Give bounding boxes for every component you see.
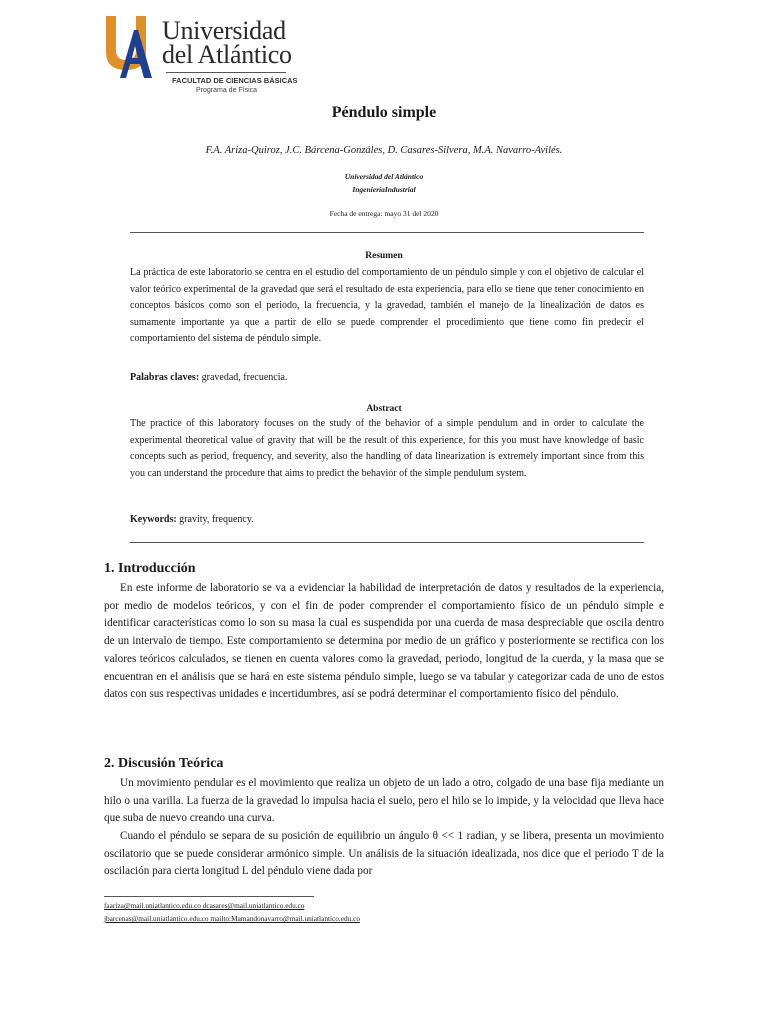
- keywords-label: Palabras claves:: [130, 372, 200, 383]
- university-logo: [104, 14, 298, 94]
- ua-logo-icon: [104, 14, 160, 80]
- discusion-text-1: Un movimiento pendular es el movimiento que realiza un objeto de un lado a otro, colgado de una base fija mediante un hilo o una varilla. La fuerza de la gravedad lo impulsa hacia el suelo, pero el hilo se lo impide, y la velocidad que lleva hace que suba de nuevo creando una curva.: [104, 777, 664, 825]
- introduccion-text: En este informe de laboratorio se va a evidenciar la habilidad de interpretación de datos y resultados de la experiencia, por medio de modelos teóricos, y con el fin de poder comprender el comportamiento físico de un péndulo simple e identificar características como lo son su masa la cual es suspendida por una cuerda de masa despreciable que oscila dentro de un intervalo de tiempo. Este comportamiento se determina por medio de un gráfico y posteriormente se rectifica con los valores teóricos calculados, se tienen en cuenta valores como la gravedad, periodo, longitud de la cuerda, y la masa que se encuentran en el análisis que se hará en este sistema péndulo simple, luego se va tabular y categorizar cada de uno de estos datos con sus respectivas unidades e incertidumbres, así se podrá determinar el comportamiento físico del péndulo.: [104, 582, 664, 701]
- keywords-label-en: Keywords:: [130, 514, 177, 525]
- discusion-paragraph-1: [104, 775, 664, 828]
- logo-divider: [166, 72, 286, 73]
- introduccion-paragraph: [104, 580, 664, 704]
- top-divider: [130, 232, 644, 233]
- discusion-paragraph-2: [104, 828, 664, 881]
- logo-faculty: FACULTAD DE CIENCIAS BÁSICAS: [172, 76, 298, 85]
- logo-university-line1: Universidad: [162, 16, 286, 45]
- submission-date: Fecha de entrega: mayo 31 del 2020: [329, 209, 439, 218]
- footnote-divider: [104, 896, 314, 897]
- resumen-body: La práctica de este laboratorio se centra en el estudio del comportamiento de un péndulo simple y con el objetivo de calcular el valor teórico experimental de la gravedad que será el resultado de esta experiencia, para ello se tiene que tener conocimiento en conceptos básicos como son el periodo, la frecuencia, y la gravedad, también el manejo de la linealización de datos es sumamente importante ya que a partir de ello se puede comprender el procedimiento que tiene como fin predecir el comportamiento del sistema de péndulo simple.: [130, 267, 644, 344]
- bottom-divider: [130, 542, 644, 543]
- logo-university-line2: del Atlántico: [162, 40, 292, 69]
- keywords-value-en: gravity, frequency.: [176, 514, 254, 525]
- abstract-body: The practice of this laboratory focuses on the study of the behavior of a simple pendulum and in order to calculate the experimental theoretical value of gravity that will be the result of this experience, for this you must have knowledge of basic concepts such as period, frequency, and severity, also the handling of data linearization is extremely important since from this you can understand the procedure that aims to predict the behavior of the simple pendulum system.: [130, 418, 644, 479]
- resumen-heading: Resumen: [365, 251, 403, 261]
- abstract-heading: Abstract: [366, 404, 402, 414]
- resumen-keywords: [130, 372, 644, 383]
- section-heading-introduccion: 1. Introducción: [104, 561, 196, 576]
- author-list: F.A. Ariza-Quiroz, J.C. Bárcena-Gonzáles, D. Casares-Silvera, M.A. Navarro-Avilés.: [205, 145, 563, 156]
- logo-program: Programa de Física: [196, 87, 258, 94]
- keywords-value: gravedad, frecuencia.: [199, 372, 288, 383]
- affiliation-department: IngenieríaIndustrial: [352, 185, 416, 194]
- section-heading-discusion: 2. Discusión Teórica: [104, 756, 224, 771]
- affiliation-university: Universidad del Atlántico: [344, 172, 424, 181]
- footnote-emails-1[interactable]: faariza@mail.uniatlantico.edu.co dcasares@mail.uniatlantico.edu.co: [104, 901, 305, 910]
- discusion-text-2: Cuando el péndulo se separa de su posición de equilibrio un ángulo θ << 1 radian, y se libera, presenta un movimiento oscilatorio que se puede considerar armónico simple. Un análisis de la situación idealizada, nos dice que el periodo T de la oscilación para cierta longitud L del péndulo viene dada por: [104, 830, 664, 878]
- abstract-keywords: [130, 514, 644, 525]
- paper-title: Péndulo simple: [331, 104, 437, 121]
- footnote-emails-2[interactable]: jbarcenas@mail.uniatlantico.edu.co mailto:Mamandonavarro@mail.uniatlantico.edu.co: [104, 914, 360, 923]
